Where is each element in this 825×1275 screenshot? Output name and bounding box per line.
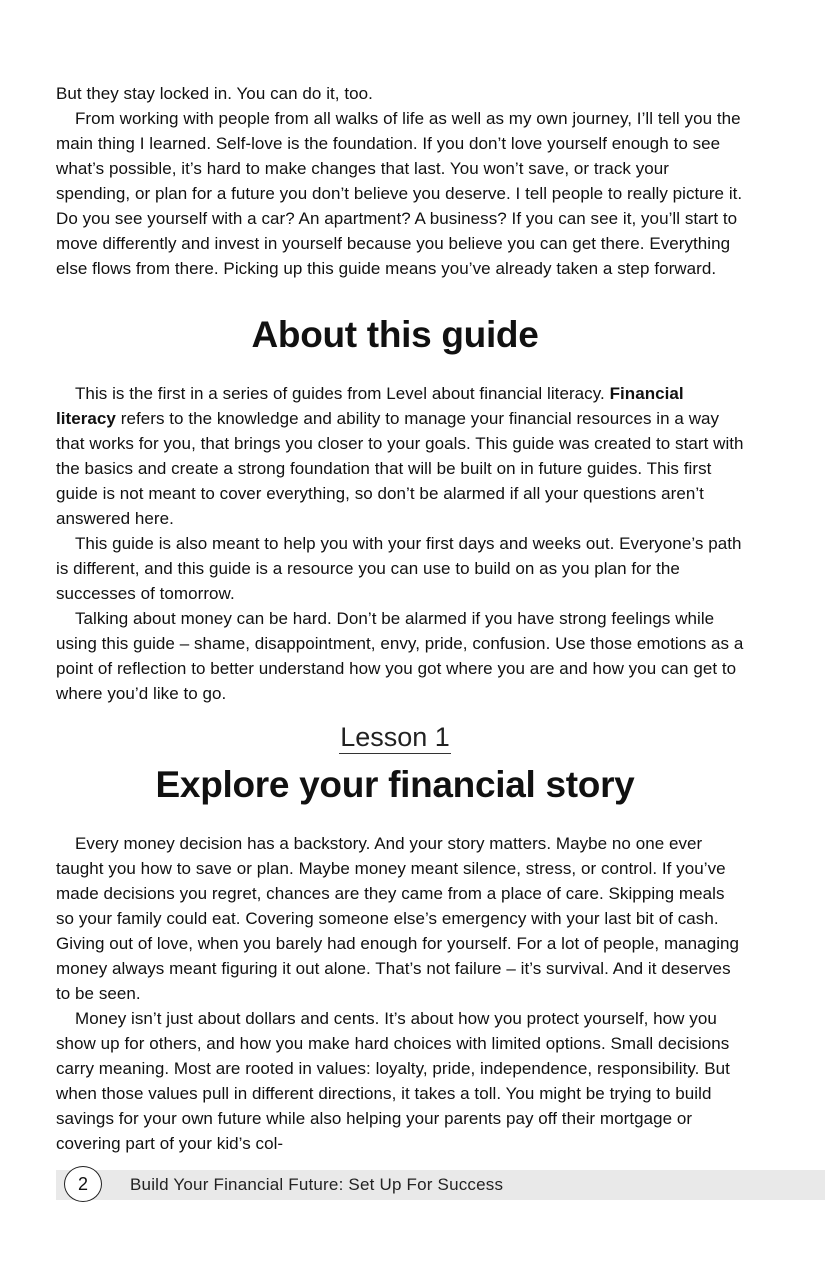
about-heading: About this guide [251, 314, 539, 355]
about-paragraph-2: This guide is also meant to help you with your first days and weeks out. Everyone’s path is different, and this guide is a resource you can use to build on as you plan for the successes of tomorrow. [56, 534, 742, 603]
about-paragraph-1 [56, 381, 746, 531]
intro-paragraph-2: From working with people from all walks of life as well as my own journey, I’ll tell you the main thing I learned. Self-love is the foundation. If you don’t love yourself enough to see what’s possible, it’s hard to make changes that last. You won’t save, or track your spending, or plan for a future you don’t believe you deserve. I tell people to really picture it. Do you see yourself with a car? An apartment? A business? If you can see it, you’ll start to move differently and invest in yourself because you believe you can get there. Everything else flows from there. Picking up this guide means you’ve already taken a step forward. [56, 109, 743, 278]
lesson-section [56, 831, 746, 1156]
lesson-label-text: Lesson 1 [340, 722, 450, 752]
about-section [56, 381, 746, 706]
lesson-heading: Explore your financial story [155, 764, 635, 805]
financial-literacy-term: Financial literacy [56, 384, 684, 428]
lesson-paragraph-2: Money isn’t just about dollars and cents. It’s about how you protect yourself, how you show up for others, and how you make hard choices with limited options. Small decisions carry meaning. Most are rooted in values: loyalty, pride, independence, responsibility. But when those values pull in different directions, it takes a toll. You might be trying to build savings for your own future while also helping your parents pay off their mortgage or covering part of your kid’s col- [56, 1009, 730, 1153]
page-number-badge [64, 1166, 102, 1202]
footer-title: Build Your Financial Future: Set Up For Success [130, 1175, 504, 1194]
intro-paragraph-1: But they stay locked in. You can do it, too. [56, 84, 373, 103]
lesson-paragraph-1: Every money decision has a backstory. And your story matters. Maybe no one ever taught you how to save or plan. Maybe money meant silence, stress, or control. If you’ve made decisions you regret, chances are they came from a place of care. Skipping meals so your family could eat. Covering someone else’s emergency with your last bit of cash. Giving out of love, when you barely had enough for yourself. For a lot of people, managing money always meant figuring it out alone. That’s not failure – it’s survival. And it deserves to be seen. [56, 834, 740, 1003]
intro-section [56, 81, 746, 281]
about-paragraph-1-rest: refers to the knowledge and ability to manage your financial resources in a way that works for you, that brings you closer to your goals. This guide was created to start with the basics and create a strong foundation that will be built on in future guides. This first guide is not meant to cover everything, so don’t be alarmed if all your questions aren’t answered here. [56, 409, 744, 528]
about-paragraph-1-opening: This is the first in a series of guides from Level about financial literacy. [75, 384, 605, 403]
about-paragraph-3: Talking about money can be hard. Don’t be alarmed if you have strong feelings while using this guide – shame, disappointment, envy, pride, confusion. Use those emotions as a point of reflection to better understand how you got where you are and how you can get to where you’d like to go. [56, 609, 744, 703]
lesson-label [0, 722, 790, 753]
page-number: 2 [77, 1173, 88, 1194]
